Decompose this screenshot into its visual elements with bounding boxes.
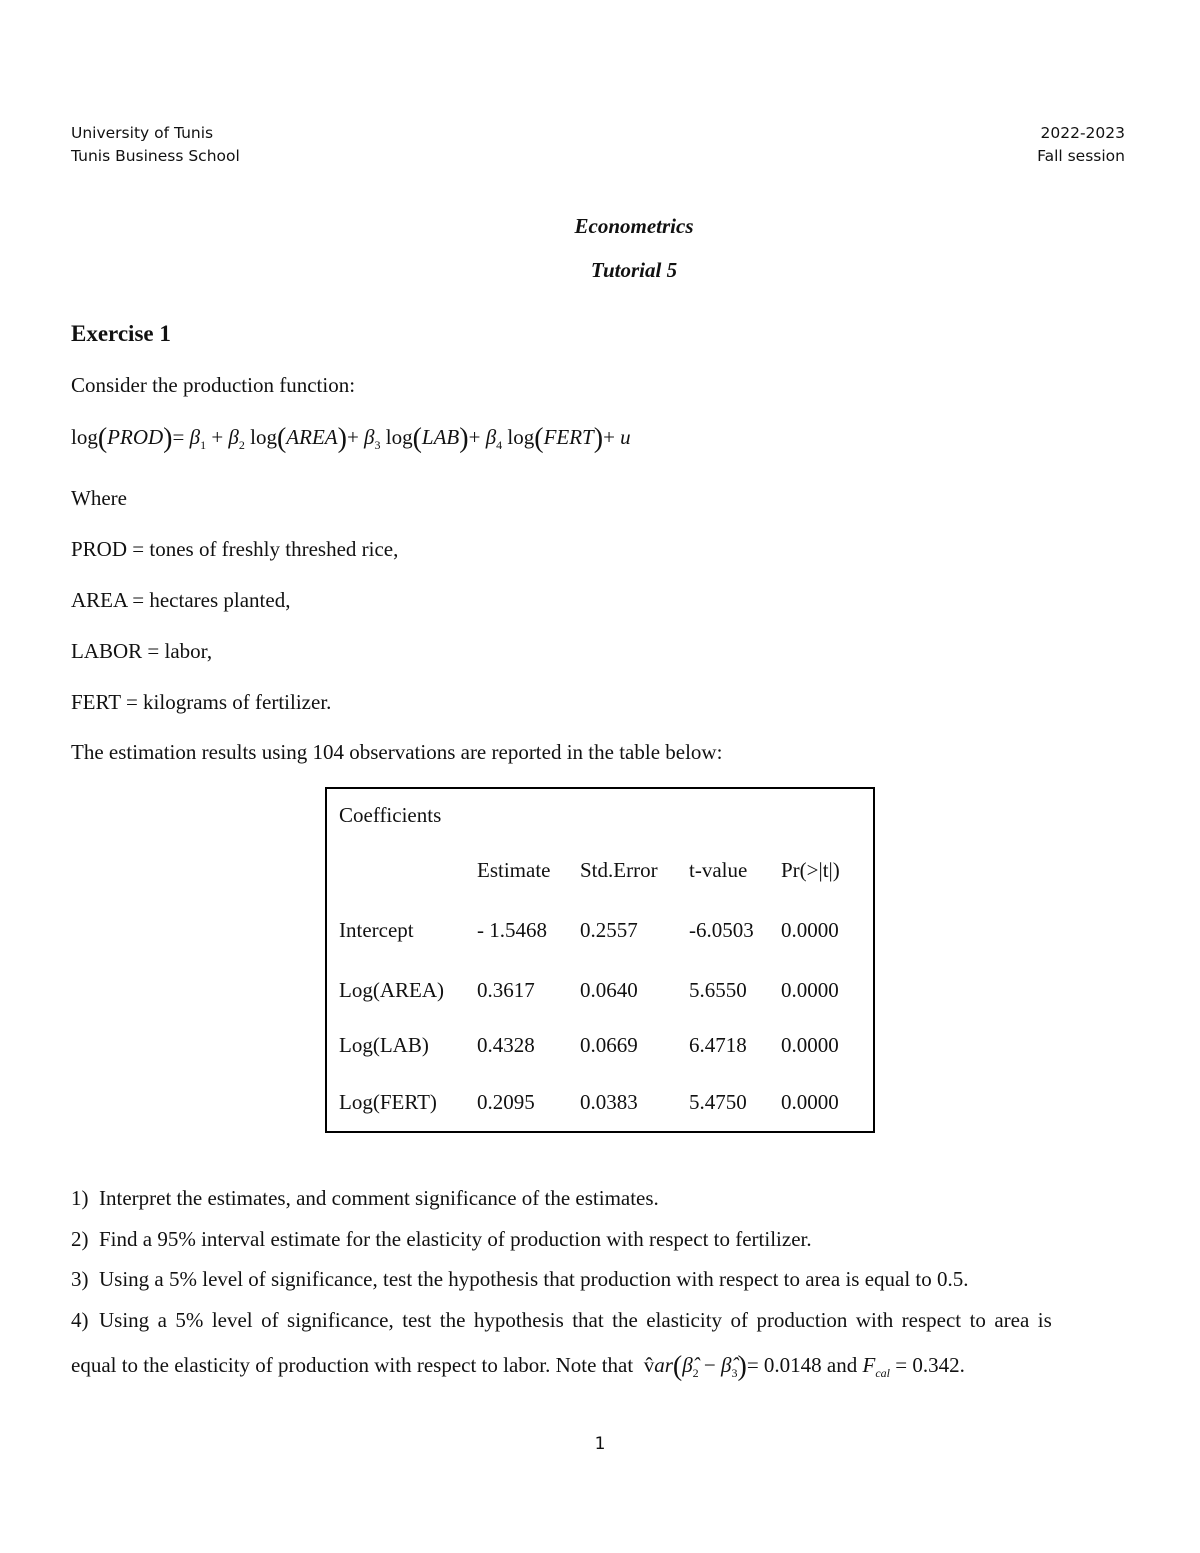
coefficients-table bbox=[325, 787, 875, 1133]
cell-estimate: 0.4328 bbox=[477, 1033, 535, 1058]
cell-t-value: -6.0503 bbox=[689, 918, 754, 943]
row-name: Log(FERT) bbox=[339, 1089, 437, 1114]
header-left bbox=[71, 122, 240, 168]
header-right bbox=[1037, 122, 1125, 168]
definition-labor: LABOR = labor, bbox=[71, 639, 213, 663]
header-std-error: Std.Error bbox=[580, 857, 658, 882]
cell-estimate: 0.3617 bbox=[477, 978, 535, 1003]
exercise-heading: Exercise 1 bbox=[71, 321, 171, 346]
table-intro: The estimation results using 104 observations are reported in the table below: bbox=[71, 740, 723, 764]
question-text: Using a 5% level of significance, test the hypothesis that the elasticity of production with respect to area is bbox=[99, 1308, 1052, 1332]
table-row bbox=[326, 1074, 874, 1132]
cell-std-error: 0.0383 bbox=[580, 1089, 638, 1114]
intro-text: Consider the production function: bbox=[71, 373, 356, 397]
row-name: Log(AREA) bbox=[339, 978, 444, 1003]
table-caption-row bbox=[326, 788, 874, 842]
session-label: Fall session bbox=[1037, 147, 1125, 165]
academic-year: 2022-2023 bbox=[1040, 124, 1125, 142]
question-number: 3) bbox=[71, 1267, 89, 1291]
header-t-value: t-value bbox=[689, 857, 748, 882]
course-title: Econometrics bbox=[574, 214, 694, 238]
university-name: University of Tunis bbox=[71, 124, 214, 142]
definition-area: AREA = hectares planted, bbox=[71, 588, 291, 612]
cell-p-value: 0.0000 bbox=[781, 918, 839, 943]
variance-expression: $v̂ar(\betâ_2$ − $\betâ_3$) bbox=[638, 1351, 747, 1382]
question-1 bbox=[71, 1186, 659, 1211]
header-p-value: Pr(>|t|) bbox=[781, 857, 840, 882]
cell-estimate: 0.2095 bbox=[477, 1089, 535, 1114]
question-number: 1) bbox=[71, 1186, 89, 1210]
tutorial-title: Tutorial 5 bbox=[590, 258, 678, 282]
table-row bbox=[326, 963, 874, 1018]
q4-cont-text: equal to the elasticity of production with respect to labor. Note that bbox=[71, 1353, 634, 1377]
cell-std-error: 0.0640 bbox=[580, 978, 638, 1003]
row-name: Intercept bbox=[339, 918, 414, 943]
question-4 bbox=[71, 1308, 1052, 1333]
table-row bbox=[326, 1018, 874, 1073]
question-text: Using a 5% level of significance, test the hypothesis that production with respect to area is equal to 0.5. bbox=[99, 1267, 969, 1291]
and-word: and bbox=[826, 1353, 858, 1377]
header-estimate: Estimate bbox=[477, 857, 551, 882]
cell-t-value: 5.4750 bbox=[689, 1089, 747, 1114]
question-number: 2) bbox=[71, 1227, 89, 1251]
definition-fert: FERT = kilograms of fertilizer. bbox=[71, 690, 332, 714]
cell-std-error: 0.0669 bbox=[580, 1033, 638, 1058]
cell-p-value: 0.0000 bbox=[781, 1033, 839, 1058]
question-2 bbox=[71, 1227, 812, 1252]
school-name: Tunis Business School bbox=[71, 147, 240, 165]
cell-std-error: 0.2557 bbox=[580, 918, 638, 943]
variance-value: = 0.0148 bbox=[746, 1353, 822, 1377]
question-4-continuation: equal to the elasticity of production with respect to labor. Note that $v̂ar(\betâ_2$ − $\betâ_3)= 0.0148$ and $F_{cal} = 0.342$. bbox=[71, 1351, 965, 1382]
cell-p-value: 0.0000 bbox=[781, 978, 839, 1003]
cell-p-value: 0.0000 bbox=[781, 1089, 839, 1114]
f-stat-value: = 0.342 bbox=[895, 1353, 960, 1377]
row-name: Log(LAB) bbox=[339, 1033, 429, 1058]
production-equation: log(PROD)= $\beta_1 + \beta_2$ log(AREA)+ $\beta_3$ $\log(LAB)+ \beta_4$ log(FERT)+ u bbox=[71, 423, 631, 454]
cell-t-value: 6.4718 bbox=[689, 1033, 747, 1058]
table-row bbox=[326, 899, 874, 963]
table-caption: Coefficients bbox=[339, 803, 442, 828]
question-number: 4) bbox=[71, 1308, 89, 1332]
question-text: Interpret the estimates, and comment significance of the estimates. bbox=[99, 1186, 659, 1210]
page-number: 1 bbox=[594, 1434, 606, 1454]
where-label: Where bbox=[71, 486, 127, 510]
question-text: Find a 95% interval estimate for the elasticity of production with respect to fertilizer. bbox=[99, 1227, 812, 1251]
table-header-row bbox=[326, 842, 874, 898]
cell-t-value: 5.6550 bbox=[689, 978, 747, 1003]
definition-prod: PROD = tones of freshly threshed rice, bbox=[71, 537, 399, 561]
f-stat-expression: $F_{cal}$ bbox=[862, 1353, 890, 1381]
cell-estimate: - 1.5468 bbox=[477, 918, 547, 943]
question-3 bbox=[71, 1267, 969, 1292]
